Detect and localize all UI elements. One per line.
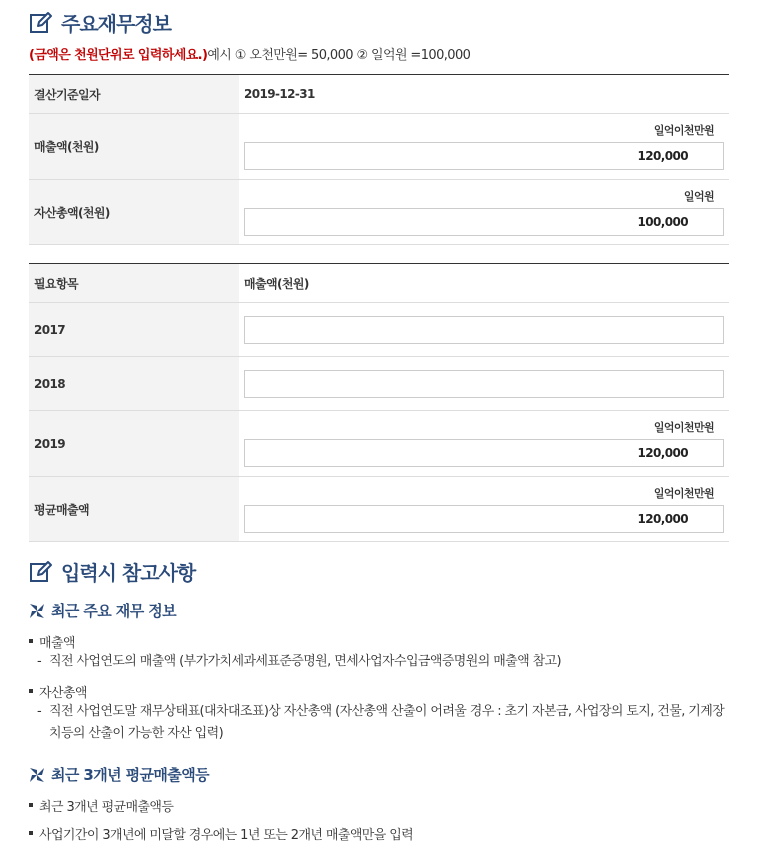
table-row xyxy=(29,114,729,180)
total-assets-input[interactable]: 100,000 xyxy=(244,208,724,236)
pinwheel-icon xyxy=(29,603,45,619)
table-header-row xyxy=(29,264,729,303)
sales-history-table xyxy=(29,263,729,542)
list-item-detail xyxy=(37,701,729,745)
row-label: 매출액(천원) xyxy=(29,114,239,179)
notice-warning: (금액은 천원단위로 입력하세요.) xyxy=(29,48,208,63)
row-label: 결산기준일자 xyxy=(29,75,239,113)
row-label: 2018 xyxy=(29,357,239,410)
table-row xyxy=(29,303,729,357)
amount-korean-hint: 일억원 xyxy=(683,189,714,203)
row-label: 평균매출액 xyxy=(29,477,239,541)
average-sales-input[interactable]: 120,000 xyxy=(244,505,724,533)
list-item-text: 자산총액 xyxy=(39,686,87,701)
row-label: 2017 xyxy=(29,303,239,356)
list-item-detail xyxy=(37,651,729,673)
table-row xyxy=(29,477,729,542)
amount-korean-hint: 일억이천만원 xyxy=(653,486,714,500)
edit-icon xyxy=(29,11,53,35)
amount-korean-hint: 일억이천만원 xyxy=(653,124,714,137)
list-item xyxy=(29,632,75,651)
dash-icon: - xyxy=(37,704,42,719)
row-label: 2019 xyxy=(29,411,239,476)
sales-input[interactable]: 120,000 xyxy=(244,142,724,170)
section-title-financial xyxy=(29,8,171,37)
bullet-icon xyxy=(29,831,33,835)
section-title-reference xyxy=(29,557,195,586)
sales-2018-input[interactable] xyxy=(244,370,724,398)
notice-example: 예시 ① 오천만원= 50,000 ② 일억원 =100,000 xyxy=(207,48,471,63)
settlement-date: 2019-12-31 xyxy=(244,87,315,101)
subsection-title xyxy=(29,764,209,785)
sales-2019-input[interactable]: 120,000 xyxy=(244,439,724,467)
table-row xyxy=(29,180,729,245)
edit-icon xyxy=(29,560,53,584)
input-notice xyxy=(29,44,470,63)
list-item-detail-text: 직전 사업연도의 매출액 (부가가치세과세표준증명원, 면세사업자수입금액증명원의 매출액 참고) xyxy=(49,654,561,669)
list-item xyxy=(29,824,413,843)
subsection-title-text: 최근 3개년 평균매출액등 xyxy=(51,766,209,784)
amount-korean-hint: 일억이천만원 xyxy=(653,421,714,434)
dash-icon: - xyxy=(37,654,42,669)
financial-info-table xyxy=(29,74,729,245)
list-item xyxy=(29,682,87,701)
row-label: 자산총액(천원) xyxy=(29,180,239,244)
table-row xyxy=(29,357,729,411)
section-title-text: 주요재무정보 xyxy=(61,12,171,36)
bullet-icon xyxy=(29,803,33,807)
table-row xyxy=(29,411,729,477)
bullet-icon xyxy=(29,689,33,693)
section-title-text: 입력시 참고사항 xyxy=(61,561,196,585)
list-item-text: 매출액 xyxy=(39,636,75,651)
bullet-icon xyxy=(29,639,33,643)
list-item-text: 사업기간이 3개년에 미달할 경우에는 1년 또는 2개년 매출액만을 입력 xyxy=(39,828,414,843)
subsection-title xyxy=(29,600,176,621)
table-row xyxy=(29,75,729,114)
list-item xyxy=(29,796,173,815)
header-value: 매출액(천원) xyxy=(244,276,309,291)
list-item-text: 최근 3개년 평균매출액등 xyxy=(39,800,174,815)
header-label: 필요항목 xyxy=(29,264,239,302)
list-item-detail-text: 직전 사업연도말 재무상태표(대차대조표)상 자산총액 (자산총액 산출이 어려울 경우 : 초기 자본금, 사업장의 토지, 건물, 기계장치등의 산출이 가능한 자산 입력) xyxy=(49,704,725,741)
subsection-title-text: 최근 주요 재무 정보 xyxy=(51,602,176,620)
sales-2017-input[interactable] xyxy=(244,316,724,344)
pinwheel-icon xyxy=(29,767,45,783)
